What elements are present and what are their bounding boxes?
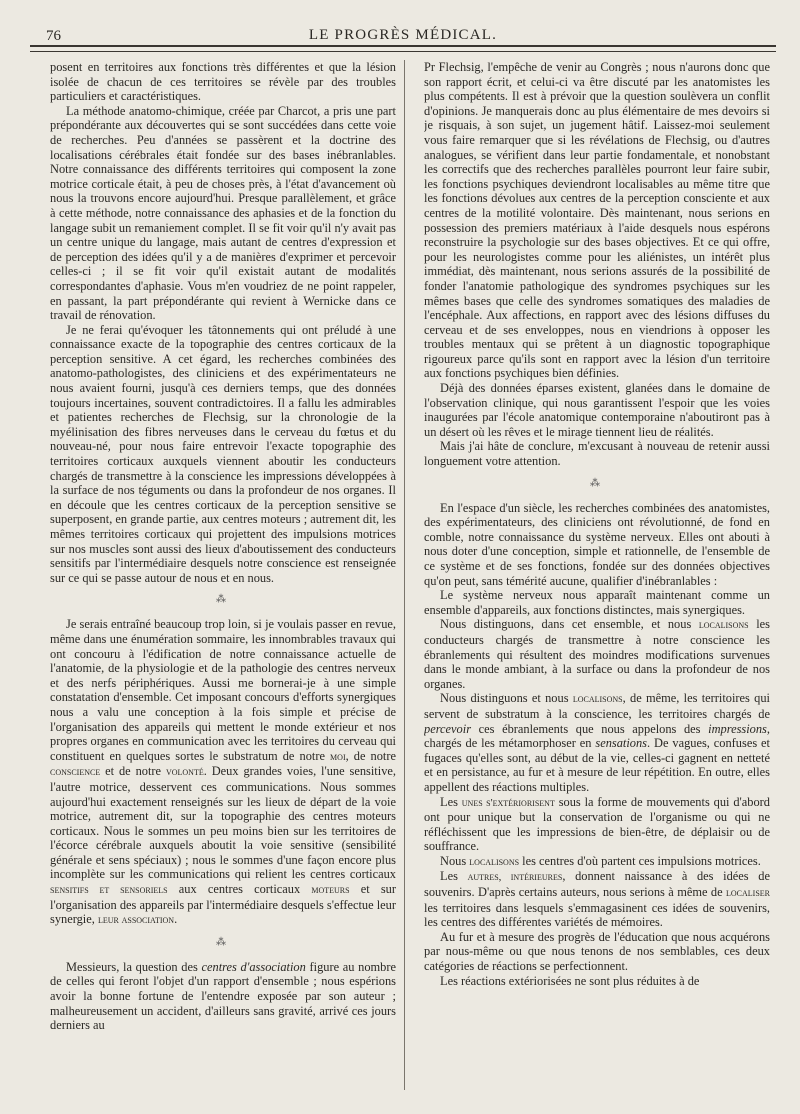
paragraph: Les réactions extériorisées ne sont plus réduites à de [440, 973, 700, 988]
paragraph: Nous distinguons, dans cet ensemble, et nous localisons les conducteurs chargés de transmettre à notre conscience les ébranlements qui résultent des moindres modifications survenues dans le monde ambiant, à la surface ou dans la profondeur de nos organes. [424, 617, 770, 691]
small-caps-term: moi [330, 750, 346, 763]
column-divider [404, 60, 405, 1090]
small-caps-term: localisons [572, 693, 623, 706]
italic-term: sensations [595, 736, 648, 751]
paragraph: Les unes s'extériorisent sous la forme de mouvements qui d'abord ont pour unique but la conservation de l'organisme ou qui ne réfléchissent que les impressions de bien-être, de déplaisir ou de souffrance. [424, 794, 770, 854]
italic-term: centres d'association [201, 959, 306, 974]
paragraph: Messieurs, la question des centres d'association figure au nombre de celles qui feront l'objet d'un rapport d'ensemble ; nous espérions avoir la bonne fortune de l'entendre exposée par son auteur ; malheureusement un accident, d'ailleurs sans gravité, arrivé ces jours derniers au [50, 959, 396, 1033]
running-title: LE PROGRÈS MÉDICAL. [308, 27, 498, 43]
small-caps-term: unes s'extériorisent [461, 796, 555, 809]
section-ornament: ⁂ [216, 594, 230, 606]
small-caps-term: leur association [97, 914, 175, 927]
paragraph: Je serais entraîné beaucoup trop loin, si je voulais passer en revue, même dans une énumération sommaire, les innombrables travaux qui ont concouru à l'édification de notre connaissance actuelle de l'anatomie, de la physiologie et de la pathologie des centres nerveux et des nerfs périphériques. Aussi me bornerai-je à une simple constatation d'ensemble. Cet imposant concours d'efforts synergiques nous a valu une conception à la fois simple et précise de l'organisation des appareils qui mettent le monde extérieur et nos propres organes en communication avec les territoires du cerveau qui constituent en quelques sortes le substratum de notre moi, de notre conscience et de notre volonté. Deux grandes voies, l'une sensitive, l'autre motrice, desservent ces communications. Nous sommes aujourd'hui exactement renseignés sur les lieux de départ de la voie motrice, autrement dit, sur la topographie des centres moteurs corticaux. Nous le sommes un peu moins bien sur les territoires de l'écorce cérébrale auxquels aboutit la voie sensitive (sensibilité générale et sens spéciaux) ; nous le sommes d'une façon encore plus incomplète sur les communications qui relient les centres corticaux sensitifs et sensoriels aux centres corticaux moteurs et sur l'organisation des appareils par l'intermédiaire desquels s'effectue leur synergie, leur association. [50, 617, 396, 927]
italic-term: impressions [708, 721, 767, 736]
paragraph: Pr Flechsig, l'empêche de venir au Congrès ; nous n'aurons donc que son rapport écrit, et celui-ci va être discuté par les anatomistes les plus compétents. Il est à prévoir que la question soulèvera un conflit d'opinions. Je manquerais donc au plus élémentaire de mes devoirs si je risquais, à son sujet, un jugement hâtif. Laissez-moi seulement vous faire remarquer que si les révélations de Flechsig, ou d'autres analogues, se vérifient dans leur partie fondamentale, et nonobstant les correctifs que des recherches parallèles pourront leur faire subir, les fonctions psychiques deviendront localisables au même titre que les fonctions dévolues aux centres de la perception consciente et aux centres de la motilité volontaire. Dès maintenant, nous serions en possession des premiers matériaux à l'aide desquels nous espérons reconstruire la psychologie sur des bases objectives. Et ce qui offre, pour les neurologistes comme pour les aliénistes, un intérêt plus immédiat, dès maintenant, nous serions assurés de la possibilité de fonder l'anatomie pathologique des syndromes psychiques sur les mêmes bases que celle des syndromes somatiques des maladies de l'encéphale. Aux affections, en rapport avec des lésions diffuses du cerveau et de ses enveloppes, nous en viendrions à opposer les troubles mentaux qui se prêtent à un diagnostic topographique rigoureux parce qu'ils sont en rapport avec la lésion d'un territoire aux fonctions psychiques bien définies. [424, 60, 770, 381]
section-ornament: ⁂ [590, 477, 604, 489]
right-column [424, 60, 770, 1096]
paragraph: posent en territoires aux fonctions très différentes et que la lésion isolée de chacun de ces territoires se révèle par des troubles particuliers et caractéristiques. [50, 60, 396, 104]
small-caps-term: localisons [469, 855, 520, 868]
small-caps-term: conscience [50, 766, 101, 779]
paragraph: Le système nerveux nous apparaît maintenant comme un ensemble d'appareils, aux fonctions distinctes, mais synergiques. [424, 588, 770, 617]
small-caps-term: localisons [698, 619, 749, 632]
small-caps-term: autres, intérieures [467, 871, 563, 884]
paragraph: Nous distinguons et nous localisons, de même, les territoires qui servent de substratum à la conscience, les territoires chargés de percevoir ces ébranlements que nous appelons des impressions, chargés de les métamorphoser en sensations. De vagues, confuses et fugaces qu'elles sont, au début de la vie, celles-ci gagnent en netteté et en persistance, au fur et à mesure de leur répétition. En outre, elles appellent des réactions multiples. [424, 691, 770, 794]
paragraph: Déjà des données éparses existent, glanées dans le domaine de l'observation clinique, qui nous garantissent l'espoir que les voies inaugurées par l'école anatomique contemporaine n'aboutiront pas à un désert où les rêves et le mirage tiennent lieu de réalités. [424, 381, 770, 439]
paragraph: En l'espace d'un siècle, les recherches combinées des anatomistes, des expérimentateurs, des cliniciens ont révolutionné, de fond en comble, notre connaissance du système nerveux. Elles ont abouti à nous doter d'une conception, simple et rationnelle, de l'ensemble de ce système et de ses fonctions, fondée sur des données objectives qu'on peut, sans témérité aucune, qualifier d'inébranlables : [424, 500, 770, 588]
paragraph: Au fur et à mesure des progrès de l'éducation que nous acquérons par nous-même ou que nous tenons de nos semblables, ces deux catégories de réactions se perfectionnent. [424, 929, 770, 974]
small-caps-term: localiser [726, 887, 770, 900]
paragraph: Nous localisons les centres d'où partent ces impulsions motrices. [440, 853, 761, 868]
paragraph: Je ne ferai qu'évoquer les tâtonnements qui ont préludé à une connaissance exacte de la topographie des centres corticaux de la perception sensitive. A cet égard, les recherches combinées des anatomo-pathologistes, des cliniciens et des expérimentateurs ne nous avaient fourni, jusqu'à ces derniers temps, que des données toujours incertaines, souvent contradictoires. Il a fallu les admirables et patientes recherches de Flechsig, sur la chronologie de la myélinisation des fibres nerveuses dans le cerveau du fœtus et du nouveau-né, pour nous faire entrevoir l'exacte topographie des territoires corticaux auxquels viennent aboutir les conducteurs chargés de transmettre à la conscience les impressions développées à la surface de nos téguments ou dans la profondeur de nos organes. Il en découle que les centres corticaux de la perception sensitive se superposent, en grande partie, aux centres moteurs ; autrement dit, les mêmes territoires corticaux qui projettent des impulsions motrices sur nos muscles sont aussi des lieux d'aboutissement des conducteurs sensitifs par l'intermédiaire desquels notre conscience est renseignée sur ce qui se passe autour de nous et en nous. [50, 322, 396, 585]
small-caps-term: sensitifs et sensoriels [50, 884, 168, 897]
section-ornament: ⁂ [216, 936, 230, 948]
page-number: 76 [46, 28, 61, 44]
italic-term: percevoir [424, 721, 472, 736]
small-caps-term: volonté [165, 766, 204, 779]
left-column [50, 60, 396, 1096]
small-caps-term: moteurs [311, 884, 350, 897]
paragraph: La méthode anatomo-chimique, créée par Charcot, a pris une part prépondérante aux découvertes qui se sont succédées dans cette voie de recherches. Peu d'années se passèrent et la doctrine des localisations cérébrales était fondée sur des bases inébranlables. Notre connaissance des différents territoires qui composent la zone motrice corticale était, à peu de choses près, à l'état d'avancement où nous la trouvons encore aujourd'hui. Presque parallèlement, et grâce à cette méthode, notre connaissance des aphasies et de la fonction du langage subit un remaniement complet. Il se fit voir qu'il n'y avait pas un centre unique du langage, mais autant de centres d'expression et de perception des idées qu'il y a de manières d'exprimer et percevoir celles-ci ; il se fit voir qu'il existait autant de modalités correspondantes d'aphasie. Vous m'en voudriez de ne point rappeler, en passant, la part prépondérante qui revient à Wernicke dans ce travail de rénovation. [50, 103, 396, 323]
paragraph: Mais j'ai hâte de conclure, m'excusant à nouveau de retenir aussi longuement votre attention. [424, 439, 770, 469]
header-rule [30, 45, 776, 52]
paragraph: Les autres, intérieures, donnent naissance à des idées de souvenirs. D'après certains auteurs, nous serions à même de localiser les territoires dans lesquels s'emmagasinent ces idées de souvenirs, les centres des différentes variétés de mémoires. [424, 869, 770, 930]
